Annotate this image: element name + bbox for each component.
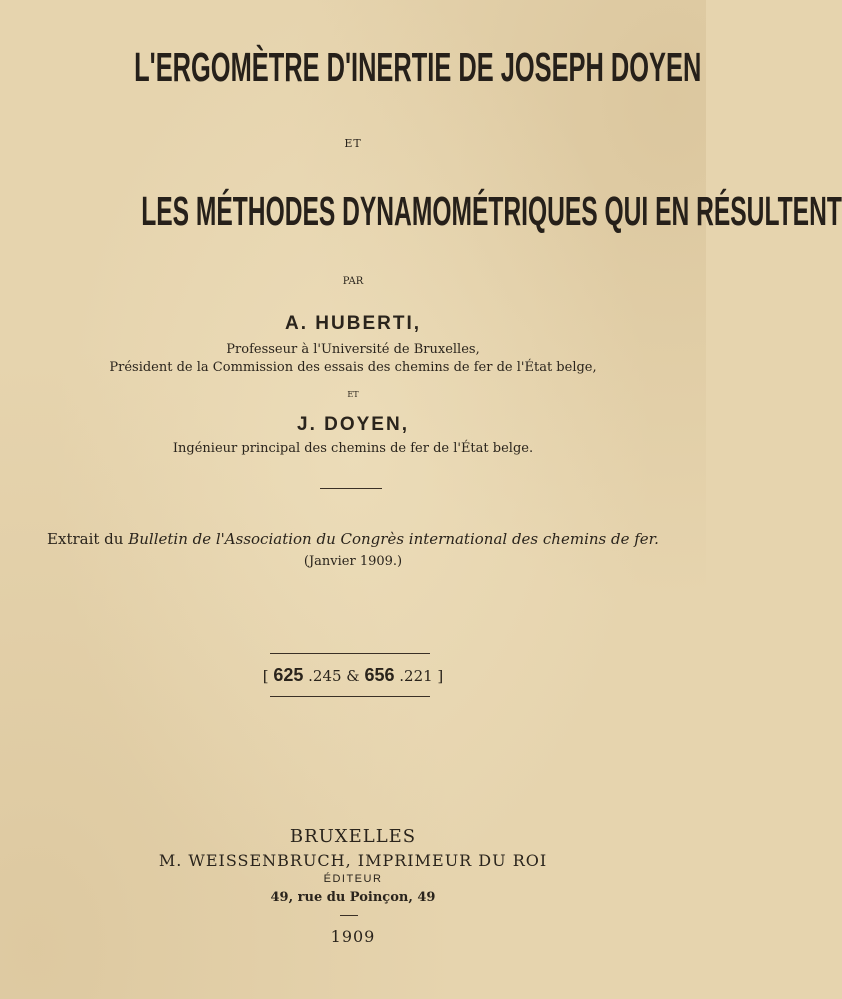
classification-open: [ [262,667,274,685]
imprint-printer: M. WEISSENBRUCH, IMPRIMEUR DU ROI [158,851,548,870]
extract-publication: Bulletin de l'Association du Congrès international des chemins de fer. [128,530,659,548]
author-1-affiliation-1: Professeur à l'Université de Bruxelles, [226,342,480,357]
title-line-1: L'ERGOMÈTRE D'INERTIE DE JOSEPH DOYEN [134,44,702,90]
classification-code-2: 656 [364,665,395,685]
imprint-address: 49, rue du Poinçon, 49 [270,890,436,905]
imprint-role: ÉDITEUR [323,873,383,885]
by-label: PAR [342,276,364,287]
extract-note [0,530,706,548]
classification-close: ] [437,667,444,685]
author-2-name: J. DOYEN, [297,414,409,435]
imprint-dash [340,915,358,916]
imprint-year: 1909 [330,927,376,946]
title-conjunction: ET [344,137,362,150]
authors-conjunction: ET [347,390,359,399]
classification-codes [0,665,706,686]
author-1-name: A. HUBERTI, [285,313,421,334]
author-2-affiliation-1: Ingénieur principal des chemins de fer de l'État belge. [172,441,534,456]
separator-rule [320,488,382,489]
classification-sub-1: .245 & [303,667,365,685]
title-line-2: LES MÉTHODES DYNAMOMÉTRIQUES QUI EN RÉSULTENT [141,188,842,234]
classification-rule-bottom [270,696,430,697]
extract-prefix: Extrait du [47,530,129,548]
imprint-city: BRUXELLES [289,826,417,847]
author-1-affiliation-2: Président de la Commission des essais des chemins de fer de l'État belge, [109,360,597,375]
classification-sub-2: .221 [394,667,438,685]
classification-rule-top [270,653,430,654]
extract-date: (Janvier 1909.) [303,554,403,569]
classification-code-1: 625 [273,665,304,685]
